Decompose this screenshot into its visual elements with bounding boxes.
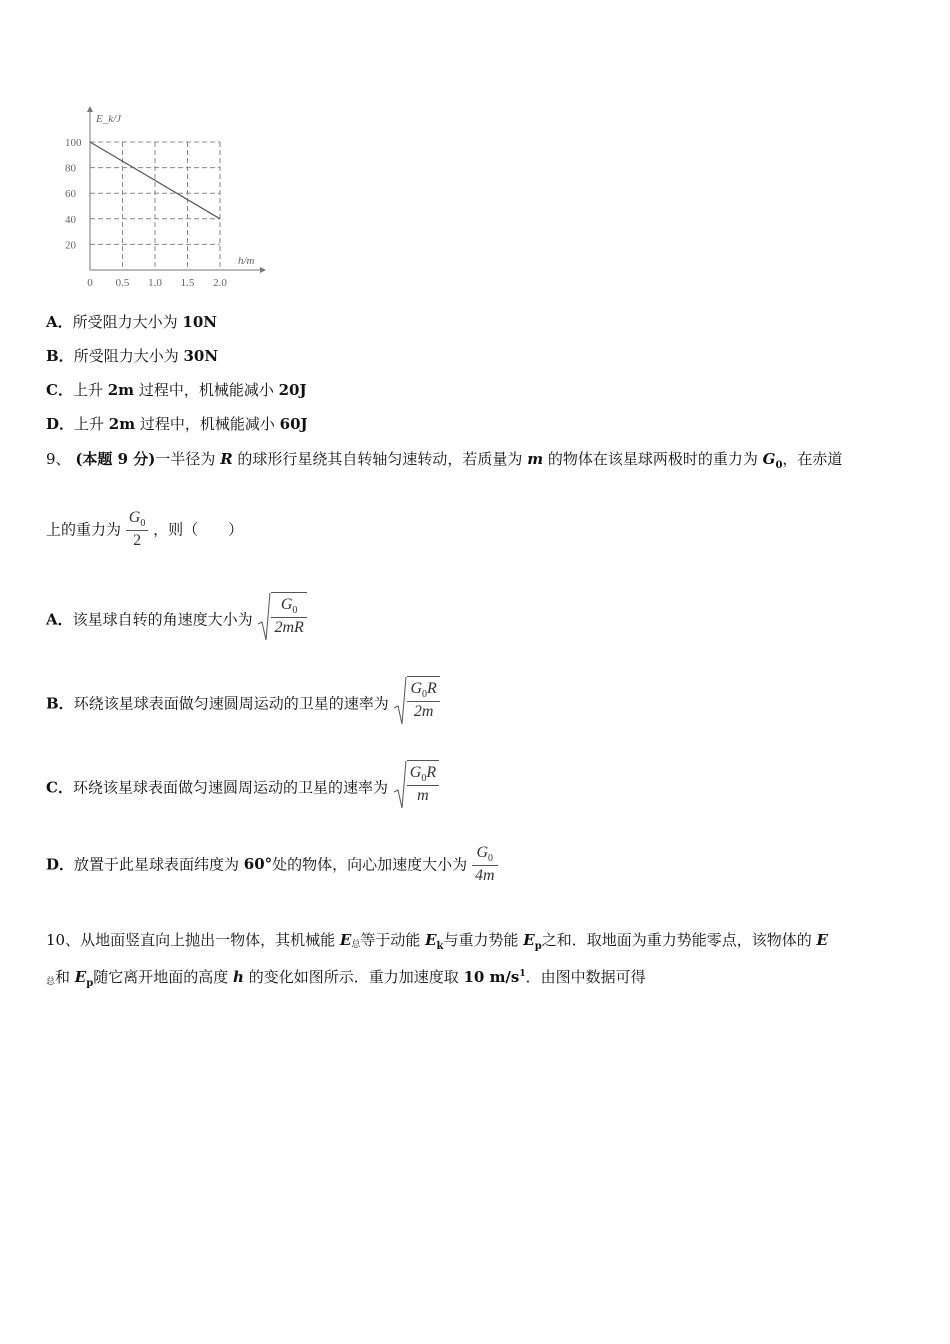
option-value: 30N xyxy=(183,347,219,365)
x-tick-label: 1.5 xyxy=(180,277,195,289)
q9-stem-line2: 上的重力为 $\frac{G_0}{2}$ ，则（ ） xyxy=(46,509,244,550)
option-letter: B． xyxy=(46,347,74,365)
q9-stem-line1: 9、 (本题 9 分)一半径为 R 的球形行星绕其自转轴匀速转动，若质量为 m 的物体在该星球两极时的重力为 $G_0$，在赤道 xyxy=(46,450,843,471)
option-text: 所受阻力大小为 xyxy=(72,313,183,331)
origin-label: 0 xyxy=(87,277,93,289)
option-value: 20J xyxy=(278,381,307,399)
q8-option-b[interactable] xyxy=(46,345,218,366)
q9-option-a[interactable]: A．该星球自转的角速度大小为 $\frac{G_0}{2mR}$ xyxy=(46,592,307,646)
option-letter: D． xyxy=(46,415,75,433)
y-tick-label: 80 xyxy=(65,162,76,175)
q8-option-a[interactable] xyxy=(46,311,217,332)
q8-option-c[interactable] xyxy=(46,379,307,400)
q10-stem-line1: 10、从地面竖直向上抛出一物体，其机械能 E总等于动能 $E_k$与重力势能 $E_p$之和．取地面为重力势能零点，该物体的 E xyxy=(46,931,828,952)
sqrt-expression: $\frac{G_0}{2mR}$ xyxy=(257,592,306,646)
q8-option-d[interactable] xyxy=(46,413,308,434)
option-text: 过程中，机械能减小 xyxy=(135,415,280,433)
option-value: 60J xyxy=(279,415,308,433)
fraction-g0-over-2: $\frac{G_0}{2}$ xyxy=(126,508,149,550)
q9-option-d[interactable]: D．放置于此星球表面纬度为 60°处的物体，向心加速度大小为 $\frac{G_0}{4m}$ xyxy=(46,843,498,885)
x-tick-label: 1.0 xyxy=(148,277,162,289)
option-letter: C． xyxy=(46,381,73,399)
q10-stem-line2: 总和 $E_p$随它离开地面的高度 h 的变化如图所示．重力加速度取 10 $m/s^1$．由图中数据可得 xyxy=(46,968,646,989)
sqrt-expression: $\frac{G_0R}{m}$ xyxy=(393,760,439,814)
option-text: 上升 xyxy=(72,381,108,399)
option-value: 10N xyxy=(182,313,218,331)
y-tick-label: 100 xyxy=(65,137,82,149)
y-tick-label: 20 xyxy=(65,239,76,252)
option-text: 过程中，机械能减小 xyxy=(134,381,279,399)
option-text: 所受阻力大小为 xyxy=(73,347,184,365)
y-tick-label: 40 xyxy=(65,213,76,226)
x-tick-label: 0.5 xyxy=(115,277,130,289)
x-axis-label: h/m xyxy=(238,255,255,267)
sqrt-expression: $\frac{G_0R}{2m}$ xyxy=(393,676,439,730)
x-axis-arrow xyxy=(260,267,266,273)
x-tick-label: 2.0 xyxy=(213,277,227,289)
y-axis-label: E_k/J xyxy=(96,113,122,125)
fraction-g0-over-4m: $\frac{G_0}{4m}$ xyxy=(472,843,498,885)
q9-option-c[interactable]: C．环绕该星球表面做匀速圆周运动的卫星的速率为 $\frac{G_0R}{m}$ xyxy=(46,760,439,814)
option-text: 上升 xyxy=(74,415,109,433)
q9-option-b[interactable]: B．环绕该星球表面做匀速圆周运动的卫星的速率为 $\frac{G_0R}{2m}$ xyxy=(46,676,440,730)
option-value: 2m xyxy=(108,415,136,433)
y-axis-arrow xyxy=(87,106,93,112)
option-letter: A． xyxy=(46,313,73,331)
option-value: 2m xyxy=(107,381,135,399)
y-tick-label: 60 xyxy=(65,188,76,201)
ek-height-chart xyxy=(60,100,280,295)
